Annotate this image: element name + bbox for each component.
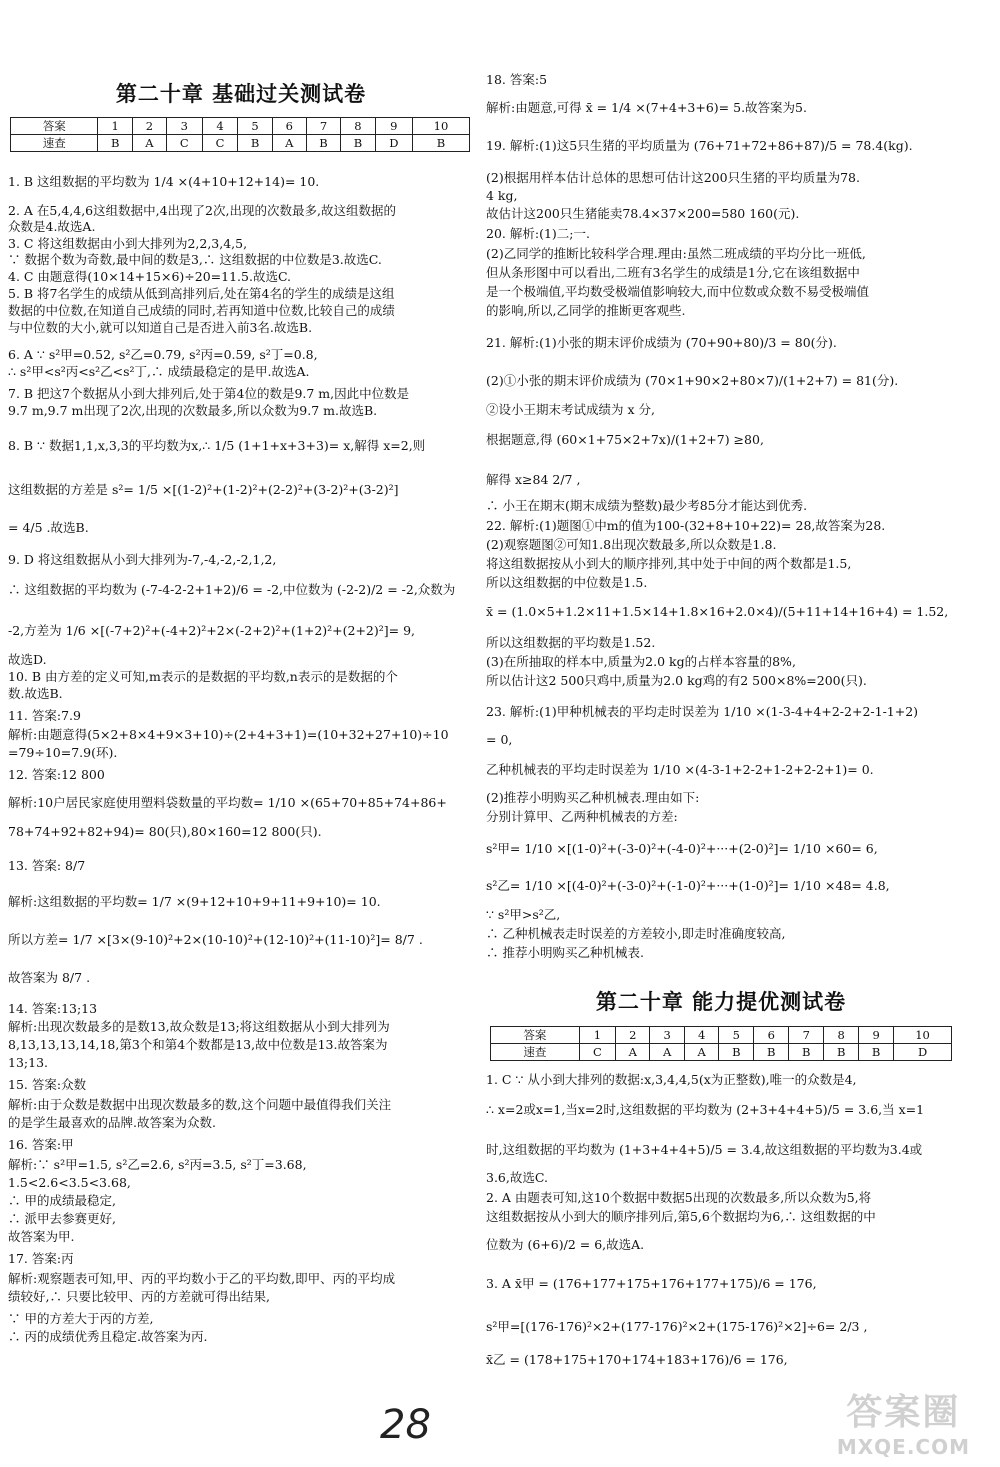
table-cell: B: [754, 1044, 789, 1061]
text-line: ∴ 推荐小明购买乙种机械表.: [486, 945, 644, 960]
text-line: x̄ = (1.0×5+1.2×11+1.5×14+1.8×16+2.0×4)/(5+11+14+16+4) = 1.52,: [486, 604, 949, 619]
text-line: 绩较好,∴ 只要比较甲、丙的方差就可得出结果,: [8, 1289, 270, 1304]
table-cell: 速查: [11, 135, 98, 152]
text-line: 这组数据的方差是 s²= 1/5 ×[(1-2)²+(1-2)²+(2-2)²+(3-2)²+(3-2)²]: [8, 482, 399, 497]
answer-table-advanced: [490, 1026, 952, 1061]
text-line: 解析:观察题表可知,甲、丙的平均数小于乙的平均数,即甲、丙的平均成: [8, 1271, 396, 1286]
text-line: ∴ s²甲<s²丙<s²乙<s²丁,∴ 成绩最稳定的是甲.故选A.: [8, 364, 310, 379]
text-line: 4 kg,: [486, 188, 518, 203]
text-line: s²乙= 1/10 ×[(4-0)²+(-3-0)²+(-1-0)²+···+(1-0)²]= 1/10 ×48= 4.8,: [486, 878, 890, 893]
text-line: 20. 解析:(1)二;一.: [486, 226, 590, 241]
text-line: 78+74+92+82+94)= 80(只),80×160=12 800(只).: [8, 824, 322, 839]
table-cell: 4: [684, 1027, 718, 1044]
table-cell: B: [98, 135, 132, 152]
section-title-advanced: 第二十章 能力提优测试卷: [595, 990, 847, 1014]
text-line: 1. B 这组数据的平均数为 1/4 ×(4+10+12+14)= 10.: [8, 174, 320, 189]
table-cell: 3: [650, 1027, 684, 1044]
text-line: 22. 解析:(1)题图①中m的值为100-(32+8+10+22)= 28,故答案为28.: [486, 518, 886, 533]
text-line: 数.故选B.: [8, 686, 63, 701]
text-line: (3)在所抽取的样本中,质量为2.0 kg的占样本容量的8%,: [486, 654, 796, 669]
text-line: 10. B 由方差的定义可知,m表示的是数据的平均数,n表示的是数据的个: [8, 669, 398, 684]
text-line: 21. 解析:(1)小张的期末评价成绩为 (70+90+80)/3 = 80(分).: [486, 335, 837, 350]
text-line: 解析:10户居民家庭使用塑料袋数量的平均数= 1/10 ×(65+70+85+74+86+: [8, 795, 447, 810]
text-line: 8,13,13,13,14,18,第3个和第4个数都是13,故中位数是13.故答案为: [8, 1037, 388, 1052]
text-line: 17. 答案:丙: [8, 1251, 74, 1266]
table-cell: 8: [824, 1027, 859, 1044]
text-line: 9. D 将这组数据从小到大排列为-7,-4,-2,-2,1,2,: [8, 552, 277, 567]
text-line: 9.7 m,9.7 m出现了2次,出现的次数最多,所以众数为9.7 m.故选B.: [8, 403, 378, 418]
text-line: ∴ x=2或x=1,当x=2时,这组数据的平均数为 (2+3+4+4+5)/5 = 3.6,当 x=1: [486, 1102, 925, 1117]
text-line: 将这组数据按从小到大的顺序排列,其中处于中间的两个数都是1.5,: [486, 556, 852, 571]
text-line: ∵ s²甲>s²乙,: [486, 907, 561, 922]
table-cell: 答案: [491, 1027, 580, 1044]
text-line: 故答案为甲.: [8, 1229, 75, 1244]
text-line: 解析:由于众数是数据中出现次数最多的数,这个问题中最值得我们关注: [8, 1097, 392, 1112]
text-line: 6. A ∵ s²甲=0.52, s²乙=0.79, s²丙=0.59, s²丁=0.8,: [8, 347, 318, 362]
text-line: 8. B ∵ 数据1,1,x,3,3的平均数为x,∴ 1/5 (1+1+x+3+3)= x,解得 x=2,则: [8, 438, 426, 453]
text-line: x̄乙 = (178+175+170+174+183+176)/6 = 176,: [486, 1352, 788, 1367]
text-line: (2)推荐小明购买乙种机械表.理由如下:: [486, 790, 700, 805]
table-cell: B: [341, 135, 375, 152]
text-line: 7. B 把这7个数据从小到大排列后,处于第4位的数是9.7 m,因此中位数是: [8, 386, 410, 401]
table-cell: D: [894, 1044, 952, 1061]
table-cell: 10: [894, 1027, 952, 1044]
text-line: 3.6,故选C.: [486, 1170, 548, 1185]
text-line: 所以这组数据的平均数是1.52.: [486, 635, 656, 650]
text-line: ②设小王期末考试成绩为 x 分,: [486, 402, 655, 417]
text-line: =79÷10=7.9(环).: [8, 745, 118, 760]
page-number: 28: [380, 1402, 431, 1448]
table-cell: B: [824, 1044, 859, 1061]
table-cell: 1: [98, 118, 132, 135]
text-line: 解析:∵ s²甲=1.5, s²乙=2.6, s²丙=3.5, s²丁=3.68,: [8, 1157, 307, 1172]
table-cell: B: [238, 135, 272, 152]
text-line: ∴ 这组数据的平均数为 (-7-4-2-2+1+2)/6 = -2,中位数为 (-2-2)/2 = -2,众数为: [8, 582, 456, 597]
text-line: (2)乙同学的推断比较科学合理.理由:虽然二班成绩的平均分比一班低,: [486, 246, 866, 261]
text-line: 4. C 由题意得(10×14+15×6)÷20=11.5.故选C.: [8, 269, 292, 284]
table-cell: 5: [719, 1027, 754, 1044]
text-line: 所以估计这2 500只鸡中,质量为2.0 kg鸡的有2 500×8%=200(只).: [486, 673, 867, 688]
table-cell: 3: [166, 118, 202, 135]
text-line: 故估计这200只生猪能卖78.4×37×200=580 160(元).: [486, 206, 800, 221]
text-line: 15. 答案:众数: [8, 1077, 87, 1092]
table-cell: A: [272, 135, 306, 152]
table-cell: 8: [341, 118, 375, 135]
text-line: 的影响,所以,乙同学的推断更客观些.: [486, 303, 686, 318]
table-cell: A: [650, 1044, 684, 1061]
table-cell: 2: [616, 1027, 650, 1044]
table-cell: B: [789, 1044, 824, 1061]
text-line: s²甲= 1/10 ×[(1-0)²+(-3-0)²+(-4-0)²+···+(2-0)²]= 1/10 ×60= 6,: [486, 841, 878, 856]
text-line: ∴ 乙种机械表走时误差的方差较小,即走时准确度较高,: [486, 926, 786, 941]
table-cell: A: [616, 1044, 650, 1061]
text-line: 解析:由题意,可得 x̄ = 1/4 ×(7+4+3+6)= 5.故答案为5.: [486, 100, 807, 115]
text-line: 1. C ∵ 从小到大排列的数据:x,3,4,4,5(x为正整数),唯一的众数是4,: [486, 1072, 857, 1087]
text-line: 所以这组数据的中位数是1.5.: [486, 575, 648, 590]
answer-table-basic: [10, 117, 470, 152]
text-line: s²甲=[(176-176)²×2+(177-176)²×2+(175-176)²×2]÷6= 2/3 ,: [486, 1319, 868, 1334]
text-line: 故答案为 8/7 .: [8, 970, 91, 985]
text-line: 众数是4.故选A.: [8, 219, 96, 234]
table-cell: 6: [272, 118, 306, 135]
text-line: 13;13.: [8, 1055, 48, 1070]
text-line: ∵ 数据个数为奇数,最中间的数是3,∴ 这组数据的中位数是3.故选C.: [8, 252, 382, 267]
watermark-bottom: MXQE.COM: [836, 1435, 970, 1459]
watermark-top: 答案圈: [846, 1392, 961, 1433]
text-line: 位数为 (6+6)/2 = 6,故选A.: [486, 1237, 645, 1252]
text-line: 12. 答案:12 800: [8, 767, 105, 782]
text-line: 14. 答案:13;13: [8, 1001, 98, 1016]
text-line: 解得 x≥84 2/7 ,: [486, 472, 581, 487]
text-line: ∴ 派甲去参赛更好,: [8, 1211, 116, 1226]
text-line: (2)①小张的期末评价成绩为 (70×1+90×2+80×7)/(1+2+7) = 81(分).: [486, 373, 899, 388]
section-title-basic: 第二十章 基础过关测试卷: [115, 82, 367, 106]
text-line: 数据的中位数,在知道自己成绩的同时,若再知道中位数,比较自己的成绩: [8, 303, 395, 318]
text-line: 时,这组数据的平均数为 (1+3+4+4+5)/5 = 3.4,故这组数据的平均数为3.4或: [486, 1142, 923, 1157]
text-line: 根据题意,得 (60×1+75×2+7x)/(1+2+7) ≥80,: [486, 432, 764, 447]
table-cell: B: [306, 135, 340, 152]
text-line: 是一个极端值,平均数受极端值影响较大,而中位数或众数不易受极端值: [486, 284, 869, 299]
text-line: 乙种机械表的平均走时误差为 1/10 ×(4-3-1+2-2+1-2+2-2+1)= 0.: [486, 762, 874, 777]
watermark-logo: [837, 1384, 970, 1459]
table-cell: A: [684, 1044, 718, 1061]
table-cell: 9: [375, 118, 412, 135]
text-line: 1.5<2.6<3.5<3.68,: [8, 1175, 131, 1190]
text-line: 3. A x̄甲 = (176+177+175+176+177+175)/6 = 176,: [486, 1276, 817, 1291]
text-line: 但从条形图中可以看出,二班有3名学生的成绩是1分,它在该组数据中: [486, 265, 860, 280]
text-line: 11. 答案:7.9: [8, 708, 81, 723]
table-cell: 速查: [491, 1044, 580, 1061]
text-line: (2)根据用样本估计总体的思想可估计这200只生猪的平均质量为78.: [486, 170, 860, 185]
text-line: 16. 答案:甲: [8, 1137, 74, 1152]
table-cell: 2: [132, 118, 166, 135]
table-cell: B: [859, 1044, 894, 1061]
table-cell: B: [719, 1044, 754, 1061]
text-line: 2. A 由题表可知,这10个数据中数据5出现的次数最多,所以众数为5,将: [486, 1190, 872, 1205]
text-line: (2)观察题图②可知1.8出现次数最多,所以众数是1.8.: [486, 537, 777, 552]
text-line: = 0,: [486, 732, 513, 747]
text-line: ∴ 丙的成绩优秀且稳定.故答案为丙.: [8, 1329, 208, 1344]
table-cell: 10: [412, 118, 469, 135]
text-line: ∵ 甲的方差大于丙的方差,: [8, 1311, 154, 1326]
table-cell: 5: [238, 118, 272, 135]
table-cell: B: [412, 135, 469, 152]
text-line: 与中位数的大小,就可以知道自己是否进入前3名.故选B.: [8, 320, 313, 335]
table-cell: C: [202, 135, 238, 152]
text-line: 23. 解析:(1)甲种机械表的平均走时误差为 1/10 ×(1-3-4+4+2-2+2-1-1+2): [486, 704, 919, 719]
table-cell: 答案: [11, 118, 98, 135]
text-line: 5. B 将7名学生的成绩从低到高排列后,处在第4名的学生的成绩是这组: [8, 286, 395, 301]
text-line: 分别计算甲、乙两种机械表的方差:: [486, 809, 678, 824]
text-line: 解析:出现次数最多的是数13,故众数是13;将这组数据从小到大排列为: [8, 1019, 390, 1034]
table-cell: C: [166, 135, 202, 152]
text-line: 2. A 在5,4,4,6这组数据中,4出现了2次,出现的次数最多,故这组数据的: [8, 203, 396, 218]
table-cell: D: [375, 135, 412, 152]
text-line: 这组数据按从小到大的顺序排列后,第5,6个数据均为6,∴ 这组数据的中: [486, 1209, 876, 1224]
text-line: -2,方差为 1/6 ×[(-7+2)²+(-4+2)²+2×(-2+2)²+(1+2)²+(2+2)²]= 9,: [8, 623, 416, 638]
table-cell: 4: [202, 118, 238, 135]
text-line: 故选D.: [8, 652, 47, 667]
text-line: 19. 解析:(1)这5只生猪的平均质量为 (76+71+72+86+87)/5 = 78.4(kg).: [486, 138, 913, 153]
text-line: 解析:由题意得(5×2+8×4+9×3+10)÷(2+4+3+1)=(10+32+27+10)÷10: [8, 727, 449, 742]
text-line: 所以方差= 1/7 ×[3×(9-10)²+2×(10-10)²+(12-10)²+(11-10)²]= 8/7 .: [8, 932, 423, 947]
text-line: 的是学生最喜欢的品牌.故答案为众数.: [8, 1115, 216, 1130]
text-line: 13. 答案: 8/7: [8, 858, 86, 873]
table-cell: 7: [306, 118, 340, 135]
table-cell: 6: [754, 1027, 789, 1044]
text-line: ∴ 小王在期末(期末成绩为整数)最少考85分才能达到优秀.: [486, 498, 808, 513]
table-cell: C: [579, 1044, 615, 1061]
text-line: 18. 答案:5: [486, 72, 548, 87]
text-line: 3. C 将这组数据由小到大排列为2,2,3,4,5,: [8, 236, 248, 251]
text-line: ∴ 甲的成绩最稳定,: [8, 1193, 116, 1208]
text-line: = 4/5 .故选B.: [8, 520, 89, 535]
text-line: 解析:这组数据的平均数= 1/7 ×(9+12+10+9+11+9+10)= 10.: [8, 894, 381, 909]
table-cell: 9: [859, 1027, 894, 1044]
table-cell: A: [132, 135, 166, 152]
table-cell: 1: [579, 1027, 615, 1044]
table-cell: 7: [789, 1027, 824, 1044]
